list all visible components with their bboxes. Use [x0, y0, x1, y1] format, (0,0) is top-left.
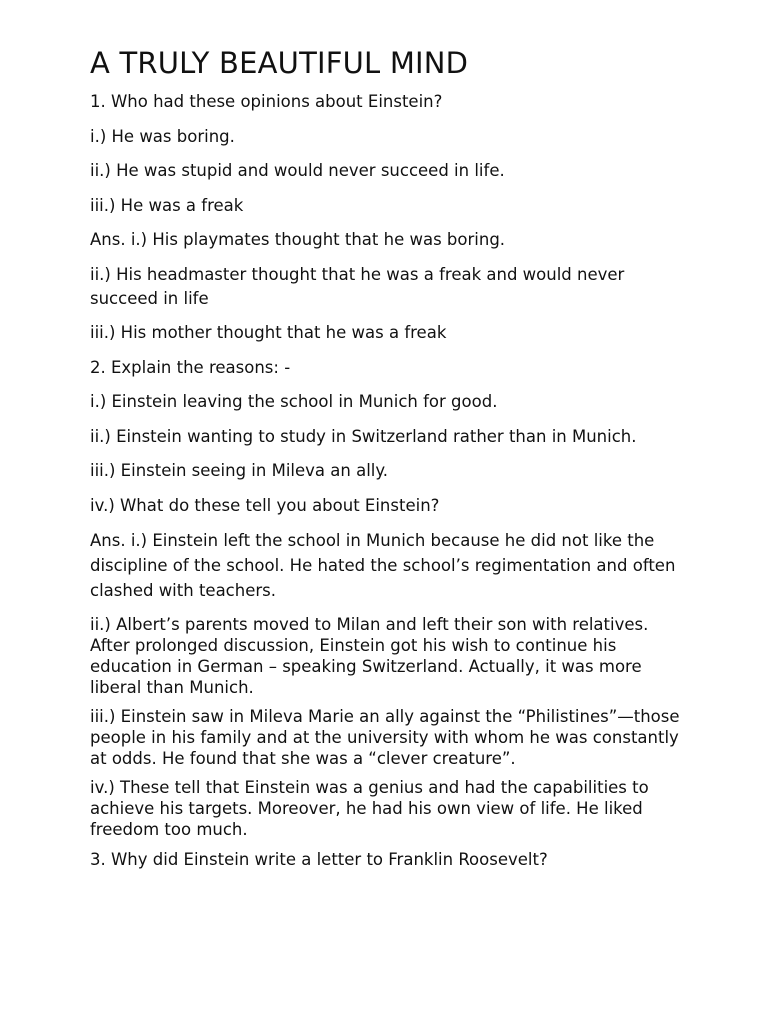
question-3: 3. Why did Einstein write a letter to Franklin Roosevelt?: [90, 849, 548, 869]
document-title: A TRULY BEAUTIFUL MIND: [90, 46, 469, 80]
question-2-item-i: i.) Einstein leaving the school in Munich for good.: [90, 392, 498, 411]
question-1-item-i: i.) He was boring.: [90, 126, 235, 146]
question-2-item-iv: iv.) What do these tell you about Einstein?: [90, 495, 440, 515]
question-1: 1. Who had these opinions about Einstein?: [90, 92, 443, 111]
question-2-item-ii: ii.) Einstein wanting to study in Switzerland rather than in Munich.: [90, 426, 637, 446]
question-2-item-iii: iii.) Einstein seeing in Mileva an ally.: [90, 461, 389, 480]
answer-1-item-ii: ii.) His headmaster thought that he was a freak and would never succeed in life: [90, 264, 625, 308]
answer-2-item-iv: iv.) These tell that Einstein was a genius and had the capabilities to achieve his targets. Moreover, he had his own view of life. He liked freedom too much.: [90, 777, 649, 839]
answer-1-item-iii: iii.) His mother thought that he was a freak: [90, 323, 447, 342]
question-1-item-iii: iii.) He was a freak: [90, 195, 244, 215]
question-1-item-ii: ii.) He was stupid and would never succeed in life.: [90, 161, 505, 180]
document-page: [90, 44, 690, 882]
question-2: 2. Explain the reasons: -: [90, 357, 291, 377]
answer-2-item-iii: iii.) Einstein saw in Mileva Marie an ally against the “Philistines”—those people in his family and at the university with whom he was constantly at odds. He found that she was a “clever creature”.: [90, 706, 680, 768]
answer-2-item-ii: ii.) Albert’s parents moved to Milan and left their son with relatives. After prolonged discussion, Einstein got his wish to continue his education in German – speaking Switzerland. Actually, it was more liberal than Munich.: [90, 614, 649, 697]
answer-1-item-i: Ans. i.) His playmates thought that he was boring.: [90, 230, 506, 249]
answer-2-item-i: Ans. i.) Einstein left the school in Munich because he did not like the discipline of the school. He hated the school’s regimentation and often clashed with teachers.: [90, 531, 676, 600]
